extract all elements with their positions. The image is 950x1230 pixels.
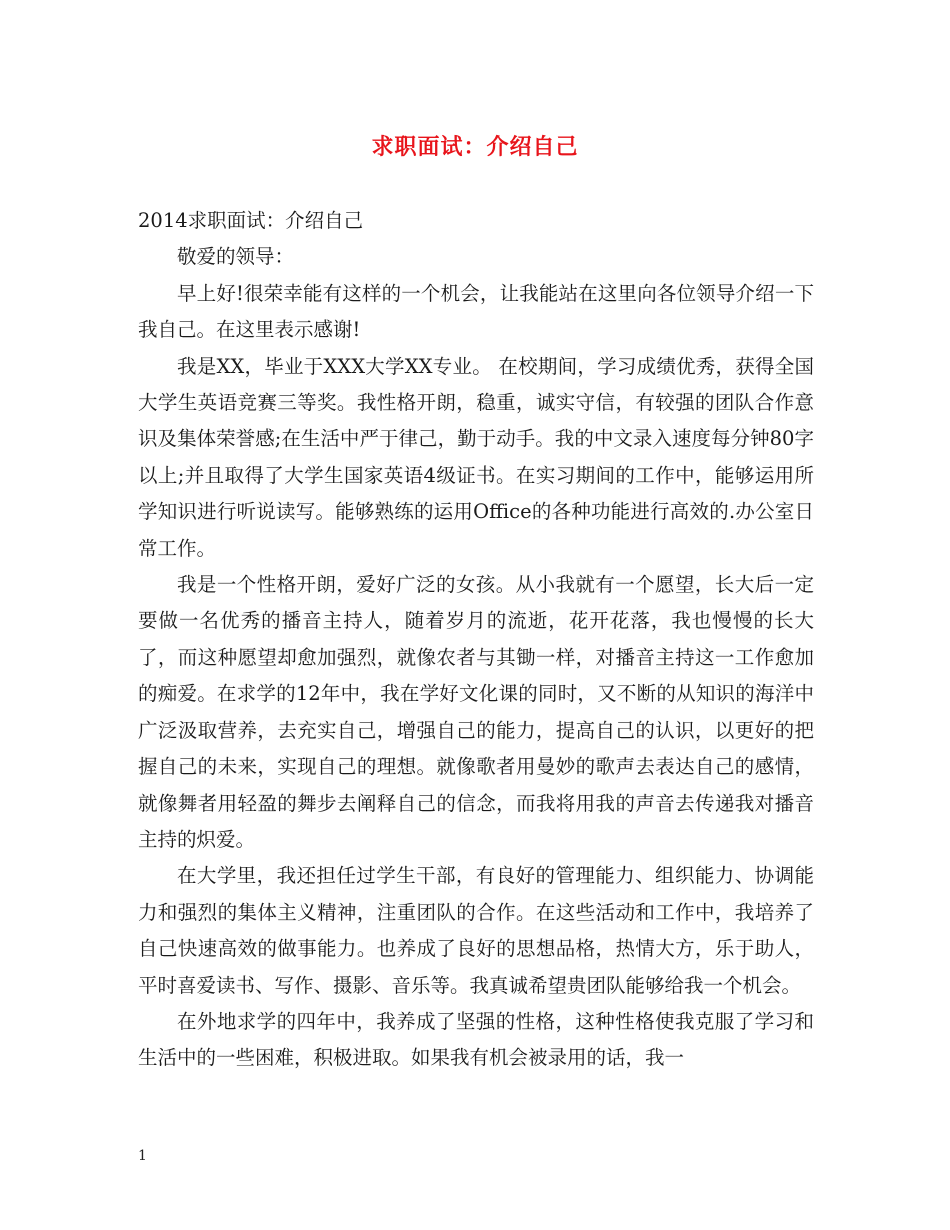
document-subtitle: 2014求职面试：介绍自己 <box>138 209 364 232</box>
salutation: 敬爱的领导： <box>177 245 295 269</box>
document-body <box>138 203 814 1077</box>
paragraph: 在大学里，我还担任过学生干部，有良好的管理能力、组织能力、协调能力和强烈的集体主义精神，注重团队的合作。在这些活动和工作中，我培养了自己快速高效的做事能力。也养成了良好的思想品格，热情大方，乐于助人，平时喜爱读书、写作、摄影、音乐等。我真诚希望贵团队能够给我一个机会。 <box>138 864 814 997</box>
paragraph: 我是XX，毕业于XXX大学XX专业。 在校期间，学习成绩优秀，获得全国大学生英语竞赛三等奖。我性格开朗，稳重，诚实守信，有较强的团队合作意识及集体荣誉感;在生活中严于律己，勤于动手。我的中文录入速度每分钟80字以上;并且取得了大学生国家英语4级证书。在实习期间的工作中，能够运用所学知识进行听说读写。能够熟练的运用Office的各种功能进行高效的.办公室日常工作。 <box>138 354 814 560</box>
paragraph: 我是一个性格开朗，爱好广泛的女孩。从小我就有一个愿望，长大后一定要做一名优秀的播音主持人，随着岁月的流逝，花开花落，我也慢慢的长大了，而这种愿望却愈加强烈，就像农者与其锄一样，对播音主持这一工作愈加的痴爱。在求学的12年中，我在学好文化课的同时，又不断的从知识的海洋中广泛汲取营养，去充实自己，增强自己的能力，提高自己的认识，以更好的把握自己的未来，实现自己的理想。就像歌者用曼妙的歌声去表达自己的感情，就像舞者用轻盈的舞步去阐释自己的信念，而我将用我的声音去传递我对播音主持的炽爱。 <box>138 573 814 851</box>
document-title: 求职面试：介绍自己 <box>371 134 579 160</box>
paragraph: 在外地求学的四年中，我养成了坚强的性格，这种性格使我克服了学习和生活中的一些困难，积极进取。如果我有机会被录用的话，我一 <box>138 1009 814 1070</box>
paragraph: 早上好!很荣幸能有这样的一个机会，让我能站在这里向各位领导介绍一下我自己。在这里表示感谢! <box>138 281 814 342</box>
page-number: 1 <box>138 1148 147 1164</box>
